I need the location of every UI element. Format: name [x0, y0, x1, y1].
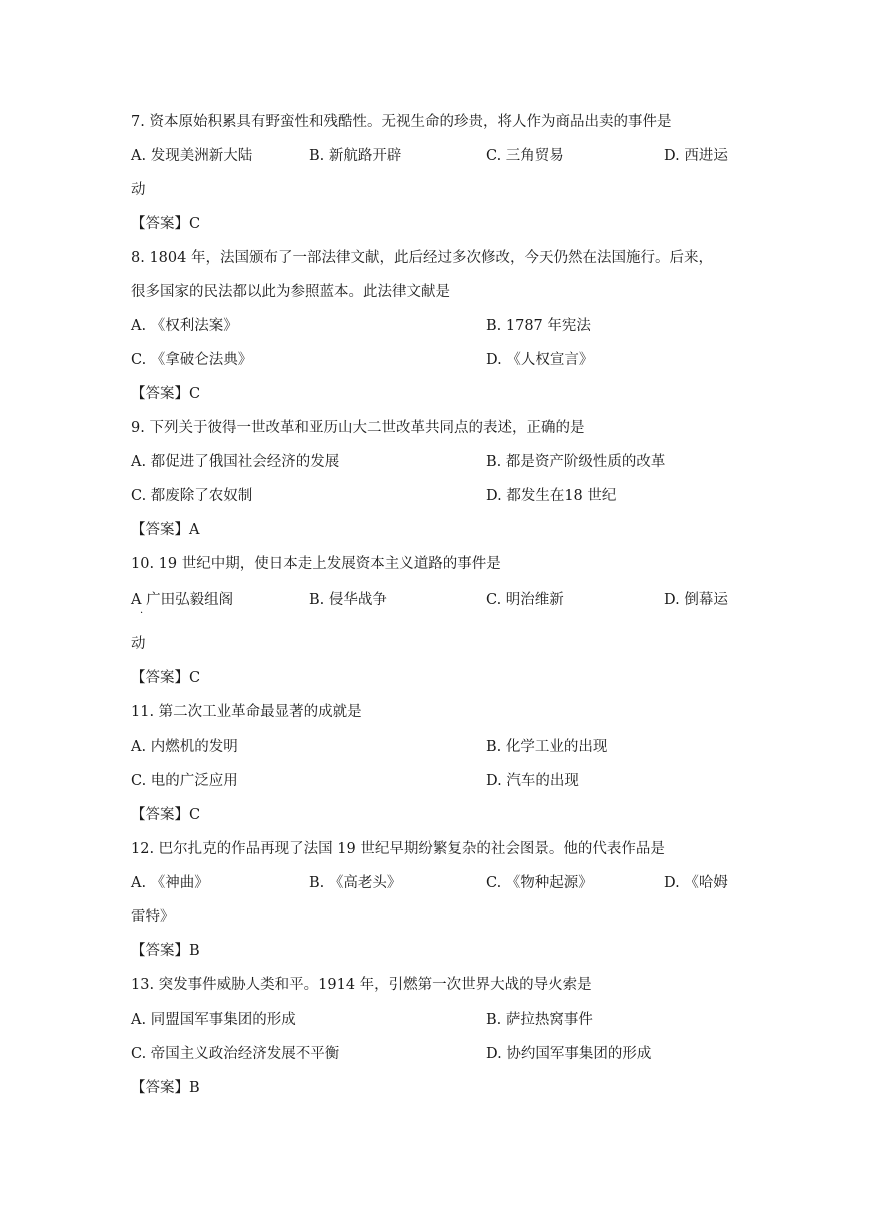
question-8-stem: 8. 1804 年，法国颁布了一部法律文献，此后经过多次修改，今天仍然在法国施行。后来， — [131, 250, 713, 266]
question-8-answer: 【答案】C — [131, 386, 201, 402]
question-7-option-d-continued: 动 — [131, 182, 146, 198]
question-9-stem: 9. 下列关于彼得一世改革和亚历山大二世改革共同点的表述，正确的是 — [131, 420, 585, 436]
question-13-option-c: C. 帝国主义政治经济发展不平衡 — [131, 1046, 340, 1062]
question-7-option-b: B. 新航路开辟 — [309, 148, 402, 164]
question-9-option-b: B. 都是资产阶级性质的改革 — [486, 454, 666, 470]
question-13-option-b: B. 萨拉热窝事件 — [486, 1012, 593, 1028]
question-13-option-d: D. 协约国军事集团的形成 — [486, 1046, 652, 1062]
question-9-answer: 【答案】A — [131, 522, 200, 538]
question-11-answer: 【答案】C — [131, 807, 201, 823]
question-8-option-a: A. 《权利法案》 — [131, 318, 238, 334]
question-8-option-c: C. 《拿破仑法典》 — [131, 352, 253, 368]
question-8-option-d: D. 《人权宣言》 — [486, 352, 594, 368]
question-11-stem: 11. 第二次工业革命最显著的成就是 — [131, 704, 362, 720]
question-10-answer: 【答案】C — [131, 670, 201, 686]
question-13-option-a: A. 同盟国军事集团的形成 — [131, 1012, 296, 1028]
question-7-answer: 【答案】C — [131, 216, 201, 232]
question-10-option-d: D. 倒幕运 — [664, 592, 728, 608]
question-12-answer: 【答案】B — [131, 943, 200, 959]
question-7-stem: 7. 资本原始积累具有野蛮性和残酷性。无视生命的珍贵，将人作为商品出卖的事件是 — [131, 114, 672, 130]
question-10-option-c: C. 明治维新 — [486, 592, 564, 608]
question-11-option-d: D. 汽车的出现 — [486, 773, 579, 789]
question-10-option-a: A 广田弘毅组阁 — [131, 592, 234, 608]
question-9-option-a: A. 都促进了俄国社会经济的发展 — [131, 454, 340, 470]
question-10-stem: 10. 19 世纪中期，使日本走上发展资本主义道路的事件是 — [131, 556, 501, 572]
question-9-option-c: C. 都废除了农奴制 — [131, 488, 253, 504]
question-11-option-b: B. 化学工业的出现 — [486, 739, 608, 755]
question-7-option-d: D. 西进运 — [664, 148, 728, 164]
question-9-option-d: D. 都发生在18 世纪 — [486, 488, 617, 504]
question-12-option-d: D. 《哈姆 — [664, 875, 728, 891]
question-8-option-b: B. 1787 年宪法 — [486, 318, 591, 334]
question-7-option-c: C. 三角贸易 — [486, 148, 564, 164]
question-7-option-a: A. 发现美洲新大陆 — [131, 148, 253, 164]
question-12-stem: 12. 巴尔扎克的作品再现了法国 19 世纪早期纷繁复杂的社会图景。他的代表作品是 — [131, 841, 665, 857]
question-12-option-c: C. 《物种起源》 — [486, 875, 593, 891]
question-8-stem-line2: 很多国家的民法都以此为参照蓝本。此法律文献是 — [131, 284, 450, 300]
question-12-option-a: A. 《神曲》 — [131, 875, 209, 891]
question-10-option-d-continued: 动 — [131, 636, 146, 652]
question-11-option-a: A. 内燃机的发明 — [131, 739, 238, 755]
stray-dot-mark: · — [140, 608, 144, 619]
question-12-option-d-continued: 雷特》 — [131, 909, 175, 925]
question-13-answer: 【答案】B — [131, 1080, 200, 1096]
question-13-stem: 13. 突发事件威胁人类和平。1914 年，引燃第一次世界大战的导火索是 — [131, 977, 592, 993]
question-10-option-b: B. 侵华战争 — [309, 592, 387, 608]
question-11-option-c: C. 电的广泛应用 — [131, 773, 238, 789]
question-12-option-b: B. 《高老头》 — [309, 875, 402, 891]
